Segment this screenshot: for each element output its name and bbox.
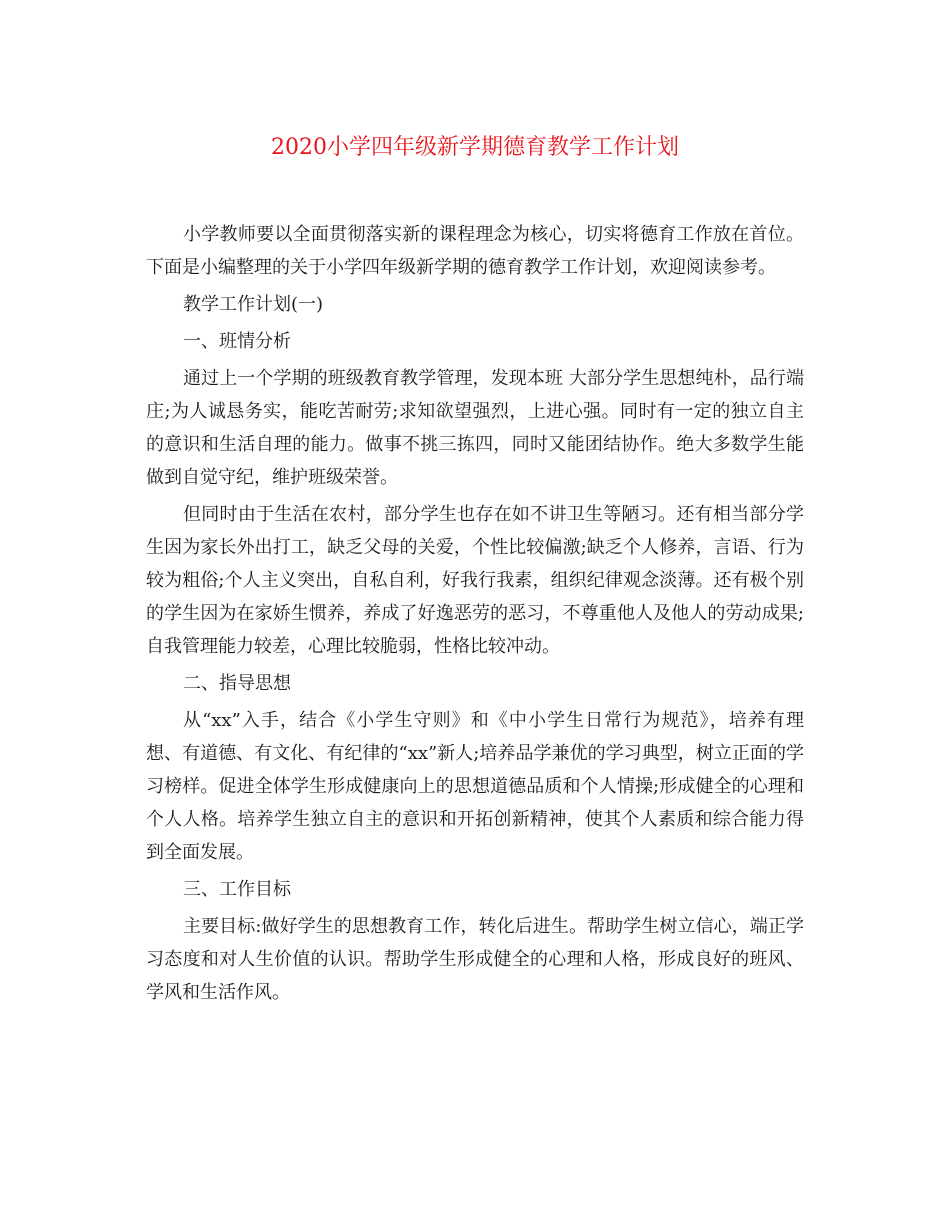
section-heading-guiding-thought: 二、指导思想 (183, 673, 291, 694)
guiding-thought-paragraph: 从“xx”入手，结合《小学生守则》和《中小学生日常行为规范》，培养有理想、有道德、有文化、有纪律的“xx”新人;培养品学兼优的学习典型，树立正面的学习榜样。促进全体学生形成健康向上的思想道德品质和个人情操;形成健全的心理和个人人格。培养学生独立自主的意识和开拓创新精神，使其个人素质和综合能力得到全面发展。 (146, 710, 804, 863)
section-heading-class-analysis: 一、班情分析 (183, 331, 291, 352)
document-body (146, 218, 804, 1013)
section-heading-work-goals: 三、工作目标 (183, 879, 291, 900)
work-goals-paragraph: 主要目标:做好学生的思想教育工作，转化后进生。帮助学生树立信心，端正学习态度和对人生价值的认识。帮助学生形成健全的心理和人格，形成良好的班风、学风和生活作风。 (146, 916, 804, 1003)
class-analysis-paragraph-2: 但同时由于生活在农村，部分学生也存在如不讲卫生等陋习。还有相当部分学生因为家长外出打工，缺乏父母的关爱，个性比较偏激;缺乏个人修养，言语、行为较为粗俗;个人主义突出，自私自利，好我行我素，组织纪律观念淡薄。还有极个别的学生因为在家娇生惯养，养成了好逸恶劳的恶习，不尊重他人及他人的劳动成果;自我管理能力较差，心理比较脆弱，性格比较冲动。 (146, 504, 804, 657)
class-analysis-paragraph-1: 通过上一个学期的班级教育教学管理，发现本班 大部分学生思想纯朴，品行端庄;为人诚恳务实，能吃苦耐劳;求知欲望强烈，上进心强。同时有一定的独立自主的意识和生活自理的能力。做事不挑三拣四，同时又能团结协作。绝大多数学生能做到自觉守纪，维护班级荣誉。 (146, 368, 804, 488)
plan-heading: 教学工作计划(一) (183, 294, 324, 315)
document-title: 2020小学四年级新学期德育教学工作计划 (271, 135, 679, 160)
intro-paragraph: 小学教师要以全面贯彻落实新的课程理念为核心，切实将德育工作放在首位。下面是小编整理的关于小学四年级新学期的德育教学工作计划，欢迎阅读参考。 (146, 224, 804, 278)
